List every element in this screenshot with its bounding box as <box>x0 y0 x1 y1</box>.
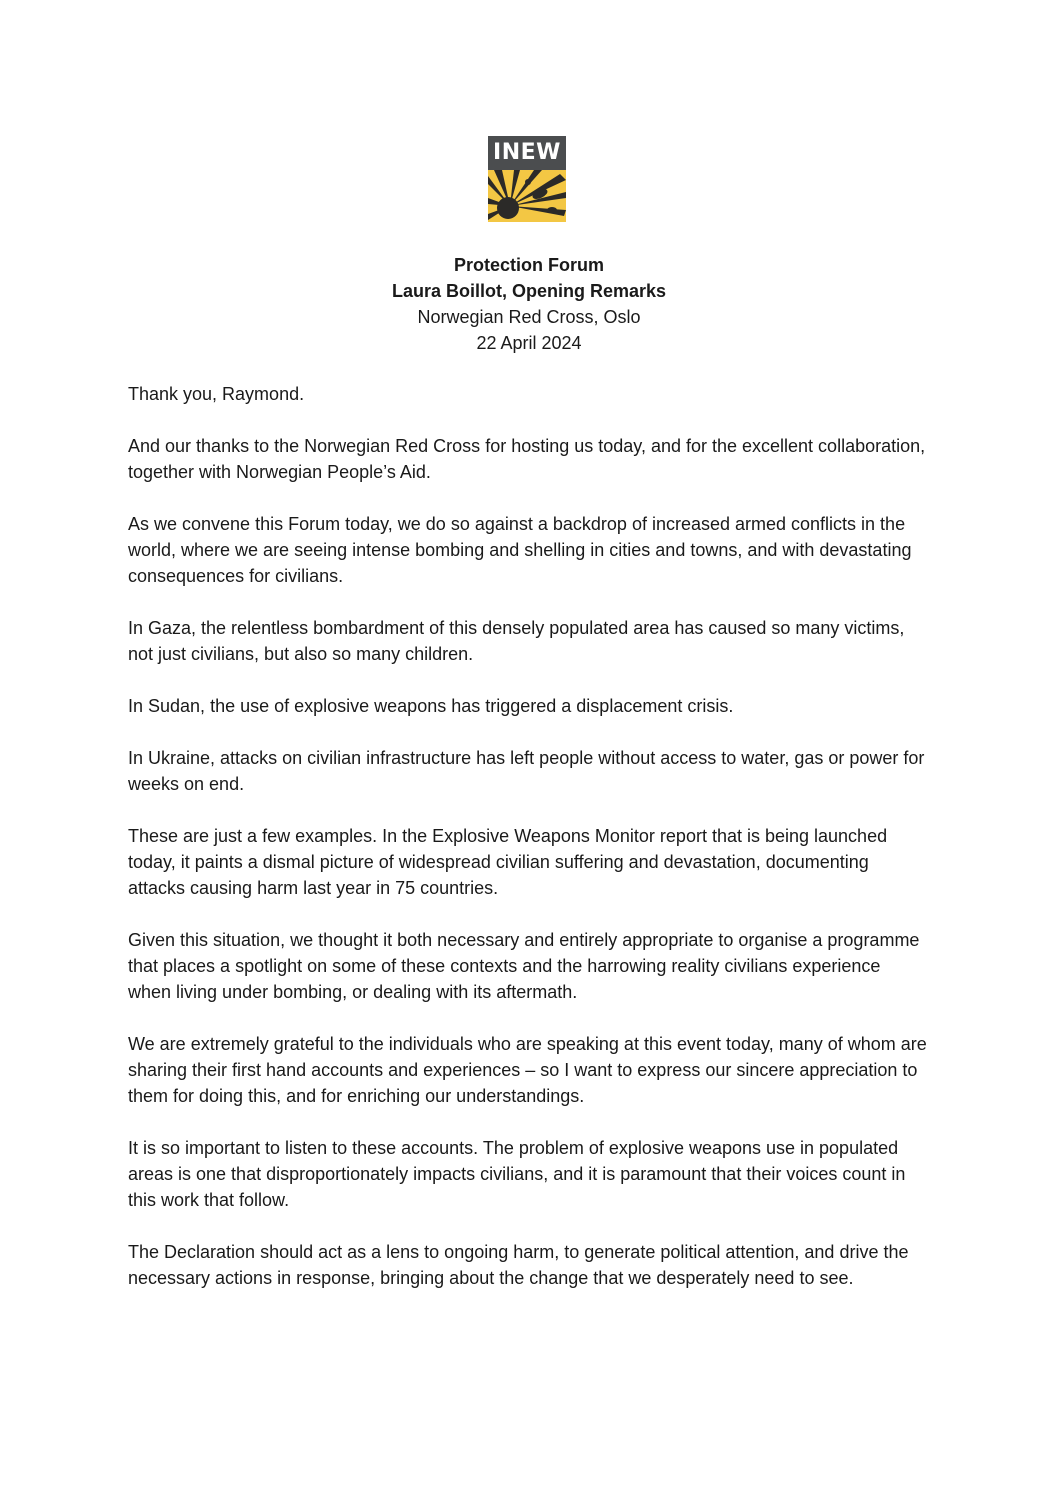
paragraph: In Ukraine, attacks on civilian infrastructure has left people without access to water, gas or power for weeks on end. <box>128 748 925 794</box>
paragraph: These are just a few examples. In the Explosive Weapons Monitor report that is being launched today, it paints a dismal picture of widespread civilian suffering and devastation, documenting attacks causing harm last year in 75 countries. <box>128 826 888 898</box>
venue-line: Norwegian Red Cross, Oslo <box>417 307 641 327</box>
speaker-line: Laura Boillot, Opening Remarks <box>391 281 667 301</box>
paragraph: The Declaration should act as a lens to ongoing harm, to generate political attention, and drive the necessary actions in response, bringing about the change that we desperately need to see. <box>128 1242 909 1288</box>
paragraph: In Gaza, the relentless bombardment of this densely populated area has caused so many victims, not just civilians, but also so many children. <box>128 618 905 664</box>
inew-logo <box>488 136 566 222</box>
logo-text: INEW <box>493 140 561 165</box>
paragraph: In Sudan, the use of explosive weapons has triggered a displacement crisis. <box>128 696 734 716</box>
date-line: 22 April 2024 <box>476 333 582 353</box>
paragraph: It is so important to listen to these accounts. The problem of explosive weapons use in populated areas is one that disproportionately impacts civilians, and it is paramount that their voices count in this work that follow. <box>128 1138 906 1210</box>
event-title: Protection Forum <box>453 255 604 275</box>
paragraph: Given this situation, we thought it both necessary and entirely appropriate to organise a programme that places a spotlight on some of these contexts and the harrowing reality civilians experience when living under bombing, or dealing with its aftermath. <box>128 930 920 1002</box>
document-header <box>0 252 1058 356</box>
explosion-icon <box>488 170 566 222</box>
paragraph: We are extremely grateful to the individuals who are speaking at this event today, many of whom are sharing their first hand accounts and experiences – so I want to express our sincere appreciation to them for doing this, and for enriching our understandings. <box>128 1034 927 1106</box>
speech-body <box>128 381 928 1317</box>
paragraph: As we convene this Forum today, we do so against a backdrop of increased armed conflicts in the world, where we are seeing intense bombing and shelling in cities and towns, and with devastating consequences for civilians. <box>128 514 912 586</box>
logo-band <box>488 136 566 170</box>
paragraph: And our thanks to the Norwegian Red Cross for hosting us today, and for the excellent collaboration, together with Norwegian People’s Aid. <box>128 436 926 482</box>
paragraph: Thank you, Raymond. <box>128 384 305 404</box>
